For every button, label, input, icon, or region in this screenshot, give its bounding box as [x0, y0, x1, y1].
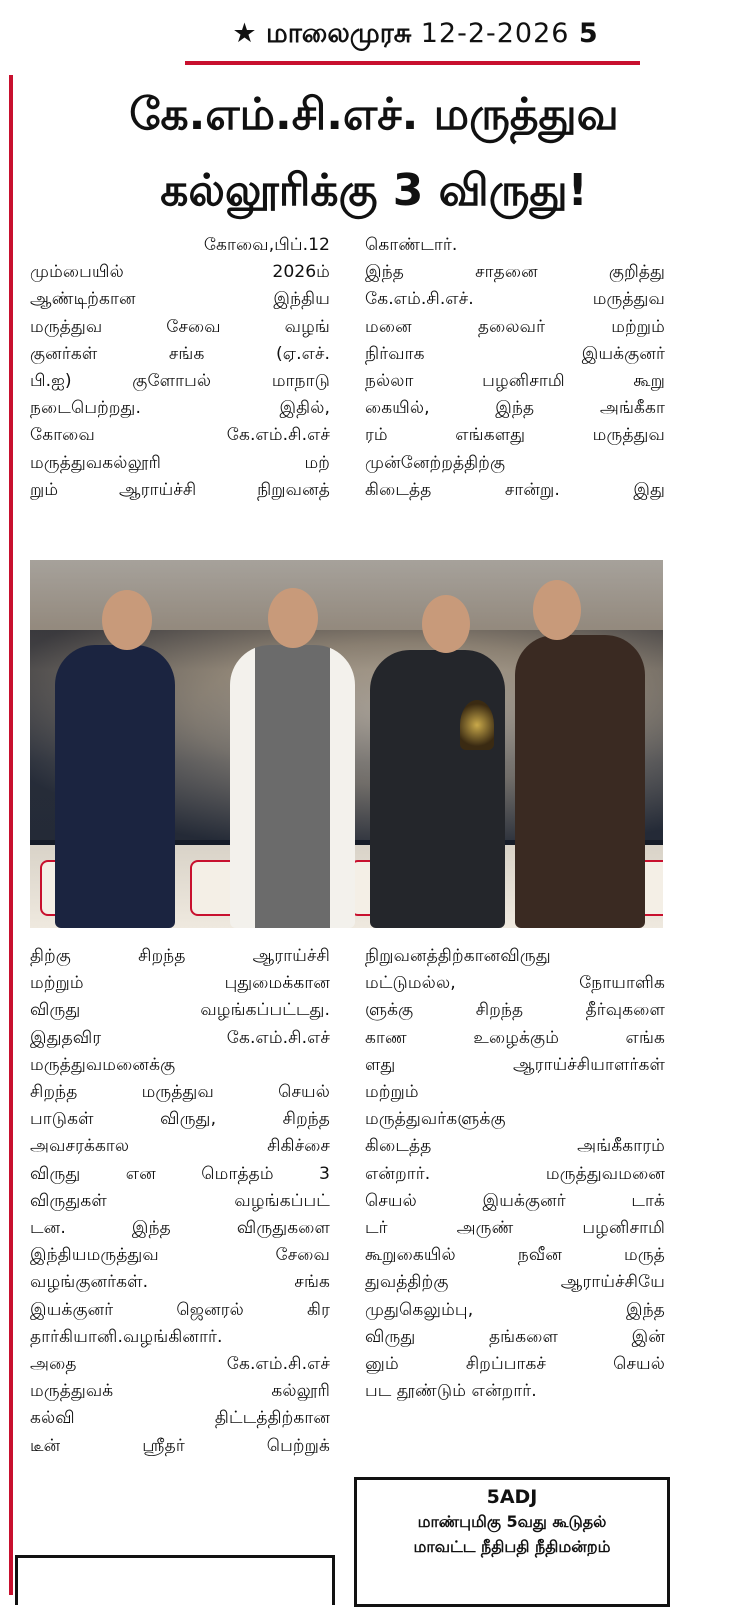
article-line: துவத்திற்கு ஆராய்ச்சியே [365, 1272, 665, 1293]
article-line: இதுதவிர கே.எம்.சி.எச் [30, 1027, 330, 1048]
dateline: கோவை,பிப்.12 [203, 235, 330, 255]
ad-line-2: மாவட்ட நீதிபதி நீதிமன்றம் [413, 1537, 611, 1556]
person-1 [55, 645, 175, 928]
masthead [190, 18, 640, 58]
left-red-rule [9, 75, 13, 1595]
headline-line-2: கல்லூரிக்கு 3 விருது! [160, 165, 588, 216]
article-line: நல்லா பழனிசாமி கூறு [365, 371, 665, 392]
article-line: அதை கே.எம்.சி.எச் [30, 1354, 330, 1375]
article-line: குனர்கள் சங்க (ஏ.எச். [30, 343, 330, 364]
article-line: கூறுகையில் நவீன மருத் [365, 1245, 665, 1266]
article-line: விருது வழங்கப்பட்டது. [30, 1000, 330, 1021]
article-line: ளுக்கு சிறந்த தீர்வுகளை [365, 1000, 665, 1021]
article-line: வழங்குனர்கள். சங்க [30, 1272, 330, 1293]
article-line: அவசரக்கால சிகிச்சை [30, 1136, 330, 1157]
article-line: டீன் ஸ்ரீதர் பெற்றுக் [30, 1435, 330, 1456]
article-line: கல்வி திட்டத்திற்கான [30, 1408, 330, 1429]
person-4 [515, 635, 645, 928]
article-line: மற்றும் புதுமைக்கான [30, 973, 330, 994]
article-line: கே.எம்.சி.எச். மருத்துவ [365, 289, 665, 310]
article-column-1-bottom [30, 943, 330, 1460]
article-line: தார்கியானி.வழங்கினார். [30, 1326, 223, 1347]
article-line: செயல் இயக்குனர் டாக் [365, 1190, 665, 1211]
article-line: டன. இந்த விருதுகளை [30, 1218, 330, 1239]
person-2 [230, 645, 355, 928]
article-line: முதுகெலும்பு, இந்த [365, 1299, 665, 1320]
article-line: விருதுகள் வழங்கப்பட் [30, 1190, 330, 1211]
award-photo [30, 560, 663, 928]
article-line: னும் சிறப்பாகச் செயல் [365, 1354, 665, 1375]
article-line: சிறந்த மருத்துவ செயல் [30, 1082, 330, 1103]
article-line: கிடைத்த சான்று. இது [365, 479, 665, 500]
article-line: மற்றும் [365, 1082, 419, 1103]
article-line: கையில், இந்த அங்கீகா [365, 398, 665, 419]
ad-code: 5ADJ [486, 1486, 538, 1508]
article-line: பட தூண்டும் என்றார். [365, 1381, 537, 1402]
article-line: மனை தலைவர் மற்றும் [365, 316, 665, 337]
article-line: விருது என மொத்தம் 3 [30, 1163, 330, 1184]
person-3 [370, 650, 505, 928]
article-line: முன்னேற்றத்திற்கு [365, 452, 506, 473]
article-line: கோவை கே.எம்.சி.எச் [30, 425, 330, 446]
person-3-head [422, 595, 470, 653]
headline-line-1: கே.எம்.சி.எச். மருத்துவ [129, 89, 619, 140]
issue-date: 12-2-2026 [420, 18, 570, 49]
article-line: இந்தியமருத்துவ சேவை [30, 1245, 330, 1266]
article-line: ளது ஆராய்ச்சியாளர்கள் [365, 1054, 665, 1075]
article-line: விருது தங்களை இன் [365, 1326, 665, 1347]
masthead-underline [185, 61, 640, 65]
article-line: இந்த சாதனை குறித்து [365, 262, 665, 283]
article-line: நிர்வாக இயக்குனர் [365, 343, 665, 364]
article-line: மும்பையில் 2026ம் [30, 262, 330, 283]
person-4-head [533, 580, 581, 640]
article-line: பாடுகள் விருது, சிறந்த [30, 1109, 330, 1130]
article-line: மருத்துவ சேவை வழங் [30, 316, 330, 337]
article-line: மருத்துவமனைக்கு [30, 1054, 176, 1075]
article-line: கொண்டார். [365, 235, 458, 255]
advertisement-box [354, 1477, 670, 1607]
article-line: ஆண்டிற்கான இந்திய [30, 289, 330, 310]
article-line: நிறுவனத்திற்கானவிருது [365, 946, 551, 966]
article-line: நடைபெற்றது. இதில், [30, 398, 330, 419]
article-line: மருத்துவக் கல்லூரி [30, 1381, 330, 1402]
article-line: இயக்குனர் ஜெனரல் கிர [30, 1299, 330, 1320]
ad-line-1: மாண்புமிகு 5வது கூடுதல் [417, 1512, 607, 1531]
article-line: மருத்துவகல்லூரி மற் [30, 452, 330, 473]
article-line: றும் ஆராய்ச்சி நிறுவனத் [30, 479, 330, 500]
trophy-icon [460, 700, 494, 750]
article-line: திற்கு சிறந்த ஆராய்ச்சி [30, 946, 330, 966]
person-1-head [102, 590, 152, 650]
article-column-1-top [30, 232, 330, 504]
article-line: மருத்துவர்களுக்கு [365, 1109, 506, 1130]
article-line: பி.ஐ) குளோபல் மாநாடு [30, 371, 330, 392]
paper-name: மாலைமுரசு [265, 18, 412, 49]
article-line: கிடைத்த அங்கீகாரம் [365, 1136, 665, 1157]
next-article-box [15, 1555, 335, 1605]
article-column-2-bottom [365, 943, 665, 1405]
article-line: என்றார். மருத்துவமனை [365, 1163, 665, 1184]
article-line: காண உழைக்கும் எங்க [365, 1027, 665, 1048]
article-line: டர் அருண் பழனிசாமி [365, 1218, 665, 1239]
person-2-head [268, 588, 318, 648]
star-icon: ★ [232, 18, 257, 49]
page-number: 5 [578, 18, 598, 49]
article-column-2-top [365, 232, 665, 504]
article-line: ரம் எங்களது மருத்துவ [365, 425, 665, 446]
article-line: மட்டுமல்ல, நோயாளிக [365, 973, 665, 994]
